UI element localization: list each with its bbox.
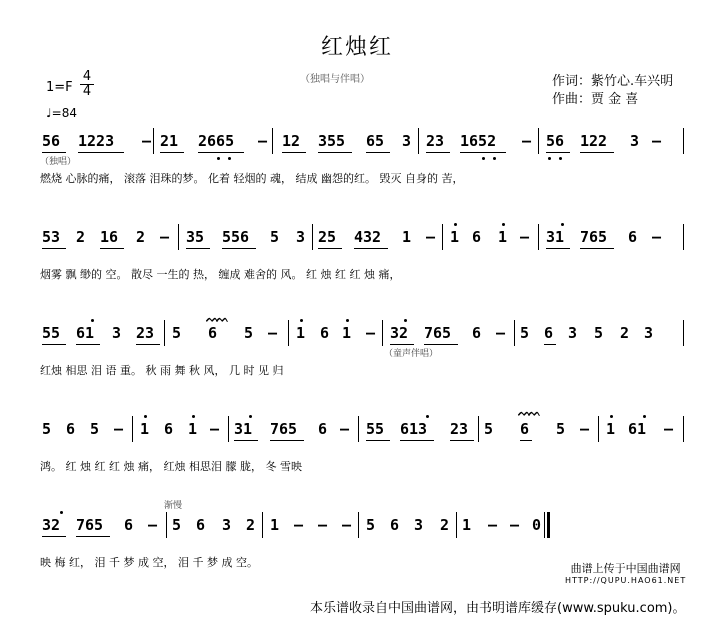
high-octave-dot [91, 319, 94, 322]
underline [42, 248, 66, 249]
barline [456, 512, 457, 538]
lyrics-line: 鸿。 红 烛 红 红 烛 痛， 红烛 相思泪 朦 胧， 冬 雪映 [40, 460, 302, 473]
underline [424, 344, 458, 345]
barline [358, 512, 359, 538]
barline [418, 128, 419, 154]
note: – [318, 516, 328, 534]
underline [160, 152, 184, 153]
underline [426, 152, 450, 153]
barline [272, 128, 273, 154]
note: 5 [42, 420, 52, 438]
note: 16 [100, 228, 119, 246]
note: 1 [188, 420, 198, 438]
underline [546, 248, 570, 249]
footer-credit: 本乐谱收录自中国曲谱网，由书明谱库缓存(www.spuku.com)。 [310, 601, 686, 616]
barline [683, 416, 684, 442]
note: 5 [484, 420, 494, 438]
note: 6 [472, 324, 482, 342]
note: 23 [136, 324, 155, 342]
high-octave-dot [426, 415, 429, 418]
note: – [342, 516, 352, 534]
low-octave-dot [228, 157, 231, 160]
high-octave-dot [144, 415, 147, 418]
note: 31 [234, 420, 253, 438]
note: – [366, 324, 376, 342]
final-barline [547, 512, 550, 538]
note: 2665 [198, 132, 235, 150]
note: 0 [532, 516, 542, 534]
high-octave-dot [561, 223, 564, 226]
note: 5 [244, 324, 254, 342]
note: – [520, 228, 530, 246]
underline [186, 248, 210, 249]
note: 613 [400, 420, 428, 438]
note: 6 [472, 228, 482, 246]
barline [166, 512, 167, 538]
underline [544, 344, 556, 345]
note: 2 [76, 228, 86, 246]
note: 3 [644, 324, 654, 342]
note: – [142, 132, 152, 150]
barline [262, 512, 263, 538]
low-octave-dot [217, 157, 220, 160]
barline [164, 320, 165, 346]
lyrics-line: 燃烧 心脉的痛， 滚落 泪珠的梦。 化着 轻烟的 魂， 结成 幽怨的红。 毁灭 自身的 苦， [40, 172, 464, 185]
note: 53 [42, 228, 61, 246]
note: 55 [42, 324, 61, 342]
note: 23 [426, 132, 445, 150]
note: – [258, 132, 268, 150]
time-signature-bottom: 4 [80, 84, 94, 99]
note: 432 [354, 228, 382, 246]
underline [318, 152, 352, 153]
note: 3 [414, 516, 424, 534]
underline [76, 536, 110, 537]
key-signature: 1=F [46, 80, 73, 95]
underline [366, 440, 390, 441]
high-octave-dot [192, 415, 195, 418]
low-octave-dot [493, 157, 496, 160]
note: 3 [296, 228, 306, 246]
underline [580, 152, 614, 153]
note: – [510, 516, 520, 534]
underline [42, 344, 66, 345]
underline [222, 248, 256, 249]
time-signature [80, 70, 94, 99]
high-octave-dot [249, 415, 252, 418]
underline [100, 248, 124, 249]
underline [580, 248, 614, 249]
mordent-ornament: ᨓᨓ [206, 312, 227, 325]
note: 3 [402, 132, 412, 150]
lyrics-line: 烟雾 飘 缈的 空。 散尽 一生的 热， 缠成 难舍的 风。 红 烛 红 红 烛 痛， [40, 268, 401, 281]
note: 35 [186, 228, 205, 246]
high-octave-dot [454, 223, 457, 226]
performance-tag: （独唱） [40, 157, 77, 167]
note: 65 [366, 132, 385, 150]
note: 61 [628, 420, 647, 438]
note: 1 [462, 516, 472, 534]
barline [132, 416, 133, 442]
note: 2 [440, 516, 450, 534]
underline [354, 248, 388, 249]
note: 5 [366, 516, 376, 534]
note: 1 [402, 228, 412, 246]
note: 1 [270, 516, 280, 534]
underline [520, 440, 532, 441]
note: 5 [520, 324, 530, 342]
note: – [268, 324, 278, 342]
barline [153, 128, 154, 154]
note: 6 [544, 324, 554, 342]
note: 5 [556, 420, 566, 438]
low-octave-dot [548, 157, 551, 160]
note: 3 [112, 324, 122, 342]
performance-tag: 渐慢 [164, 501, 183, 511]
note: 355 [318, 132, 346, 150]
note: – [580, 420, 590, 438]
barline [544, 512, 545, 538]
note: – [522, 132, 532, 150]
score-subtitle: （独唱与伴唱） [300, 74, 370, 85]
underline [366, 152, 390, 153]
underline [400, 440, 434, 441]
underline [198, 152, 244, 153]
lyricist-credit: 作词：紫竹心.车兴明 [552, 74, 674, 89]
note: 6 [390, 516, 400, 534]
note: 5 [172, 516, 182, 534]
note: – [652, 132, 662, 150]
high-octave-dot [404, 319, 407, 322]
mordent-ornament: ᨓᨓ [518, 406, 539, 419]
tempo-marking: ♩=84 [46, 106, 77, 120]
note: 5 [90, 420, 100, 438]
composer-credit: 作曲：贾 金 喜 [552, 92, 639, 107]
note: – [340, 420, 350, 438]
barline [478, 416, 479, 442]
note: 5 [594, 324, 604, 342]
note: – [664, 420, 674, 438]
note: – [114, 420, 124, 438]
barline [538, 224, 539, 250]
barline [382, 320, 383, 346]
note: 23 [450, 420, 469, 438]
note: 56 [546, 132, 565, 150]
note: 5 [172, 324, 182, 342]
note: – [426, 228, 436, 246]
underline [78, 152, 124, 153]
barline [312, 224, 313, 250]
lyrics-line: 红烛 相思 泪 语 重。 秋 雨 舞 秋 风， 几 时 见 归 [40, 364, 284, 377]
note: 5 [270, 228, 280, 246]
underline [460, 152, 506, 153]
high-octave-dot [643, 415, 646, 418]
note: 3 [630, 132, 640, 150]
note: 1 [606, 420, 616, 438]
note: 765 [424, 324, 452, 342]
upload-notice [565, 560, 686, 585]
note: 2 [136, 228, 146, 246]
underline [450, 440, 474, 441]
upload-notice-url[interactable]: HTTP://QUPU.HAO61.NET [565, 576, 687, 585]
note: 32 [390, 324, 409, 342]
barline [288, 320, 289, 346]
note: – [488, 516, 498, 534]
note: 765 [580, 228, 608, 246]
low-octave-dot [559, 157, 562, 160]
note: 1652 [460, 132, 497, 150]
note: 765 [76, 516, 104, 534]
note: – [148, 516, 158, 534]
underline [234, 440, 258, 441]
note: 6 [164, 420, 174, 438]
upload-notice-text: 曲谱上传于中国曲谱网 [570, 562, 681, 575]
note: 1 [140, 420, 150, 438]
time-signature-top: 4 [82, 69, 92, 84]
barline [442, 224, 443, 250]
note: 12 [282, 132, 301, 150]
score-title: 红烛红 [320, 35, 393, 60]
note: 6 [208, 324, 218, 342]
note: – [294, 516, 304, 534]
note: – [496, 324, 506, 342]
underline [318, 248, 342, 249]
note: 1 [498, 228, 508, 246]
note: 21 [160, 132, 179, 150]
note: 1 [450, 228, 460, 246]
note: 1223 [78, 132, 115, 150]
barline [683, 128, 684, 154]
barline [228, 416, 229, 442]
note: 6 [124, 516, 134, 534]
barline [598, 416, 599, 442]
low-octave-dot [482, 157, 485, 160]
barline [683, 320, 684, 346]
barline [358, 416, 359, 442]
underline [270, 440, 304, 441]
note: 1 [342, 324, 352, 342]
underline [42, 536, 66, 537]
note: 2 [620, 324, 630, 342]
note: 6 [318, 420, 328, 438]
note: 32 [42, 516, 61, 534]
underline [282, 152, 306, 153]
underline [546, 152, 570, 153]
note: 6 [196, 516, 206, 534]
underline [76, 344, 100, 345]
note: – [160, 228, 170, 246]
note: 6 [628, 228, 638, 246]
note: 6 [66, 420, 76, 438]
underline [42, 152, 66, 153]
high-octave-dot [610, 415, 613, 418]
note: 6 [320, 324, 330, 342]
note: 3 [568, 324, 578, 342]
high-octave-dot [60, 511, 63, 514]
high-octave-dot [502, 223, 505, 226]
performance-tag: （童声伴唱） [384, 349, 439, 359]
note: 61 [76, 324, 95, 342]
underline [390, 344, 414, 345]
note: 31 [546, 228, 565, 246]
high-octave-dot [300, 319, 303, 322]
note: – [652, 228, 662, 246]
underline [136, 344, 160, 345]
lyrics-line: 映 梅 红， 泪 千 梦 成 空， 泪 千 梦 成 空。 [40, 556, 258, 569]
note: 25 [318, 228, 337, 246]
note: 55 [366, 420, 385, 438]
note: 56 [42, 132, 61, 150]
barline [538, 128, 539, 154]
barline [178, 224, 179, 250]
note: 122 [580, 132, 608, 150]
note: 6 [520, 420, 530, 438]
note: 3 [222, 516, 232, 534]
barline [514, 320, 515, 346]
note: 1 [296, 324, 306, 342]
high-octave-dot [346, 319, 349, 322]
note: 2 [246, 516, 256, 534]
note: 765 [270, 420, 298, 438]
note: 556 [222, 228, 250, 246]
note: – [210, 420, 220, 438]
barline [683, 224, 684, 250]
